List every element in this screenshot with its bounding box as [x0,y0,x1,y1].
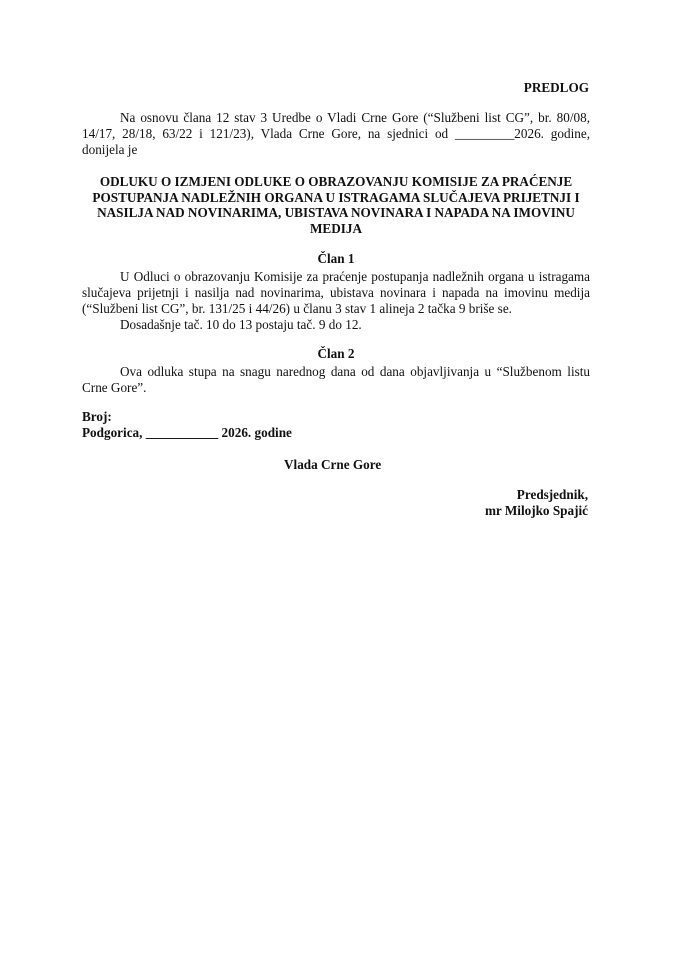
reference-number: Broj: [82,409,112,424]
article-1-paragraph-1: U Odluci o obrazovanju Komisije za praćenje postupanja nadležnih organa u istragama slučajeva prijetnji i nasilja nad novinarima, ubistava novinara i napada na imovinu medija (“Službeni list CG”, br. 131/25 i 44/26) u članu 3 stav 1 alineja 2 tačka 9 briše se. [82,269,590,316]
document-body [82,110,590,519]
article-1-heading: Član 1 [317,251,355,266]
reference-block [82,409,590,441]
signer-name: mr Milojko Spajić [484,503,588,518]
article-2-paragraph-1: Ova odluka stupa na snagu narednog dana od dana objavljivanja u “Službenom listu Crne Gore”. [82,364,590,395]
place-date: Podgorica, ___________ 2026. godine [82,425,292,440]
signer-title: Predsjednik, [516,487,588,502]
intro-paragraph: Na osnovu člana 12 stav 3 Uredbe o Vladi Crne Gore (“Službeni list CG”, br. 80/08, 14/17, 28/18, 63/22 i 121/23), Vlada Crne Gore, na sjednici od _________2026. godine, donijela je [82,110,590,157]
government-name: Vlada Crne Gore [284,457,382,472]
proposal-label: PREDLOG [523,80,589,95]
article-2-heading: Član 2 [317,346,355,361]
article-1-paragraph-2: Dosadašnje tač. 10 do 13 postaju tač. 9 do 12. [120,317,362,332]
decision-title: ODLUKU O IZMJENI ODLUKE O OBRAZOVANJU KOMISIJE ZA PRAĆENJE POSTUPANJA NADLEŽNIH ORGANA U ISTRAGAMA SLUČAJEVA PRIJETNJI I NASILJA NAD NOVINARIMA, UBISTAVA NOVINARA I NAPADA NA IMOVINU MEDIJA [92,174,580,236]
article-2 [82,346,590,396]
article-1 [82,251,590,333]
signature-block [82,487,590,519]
